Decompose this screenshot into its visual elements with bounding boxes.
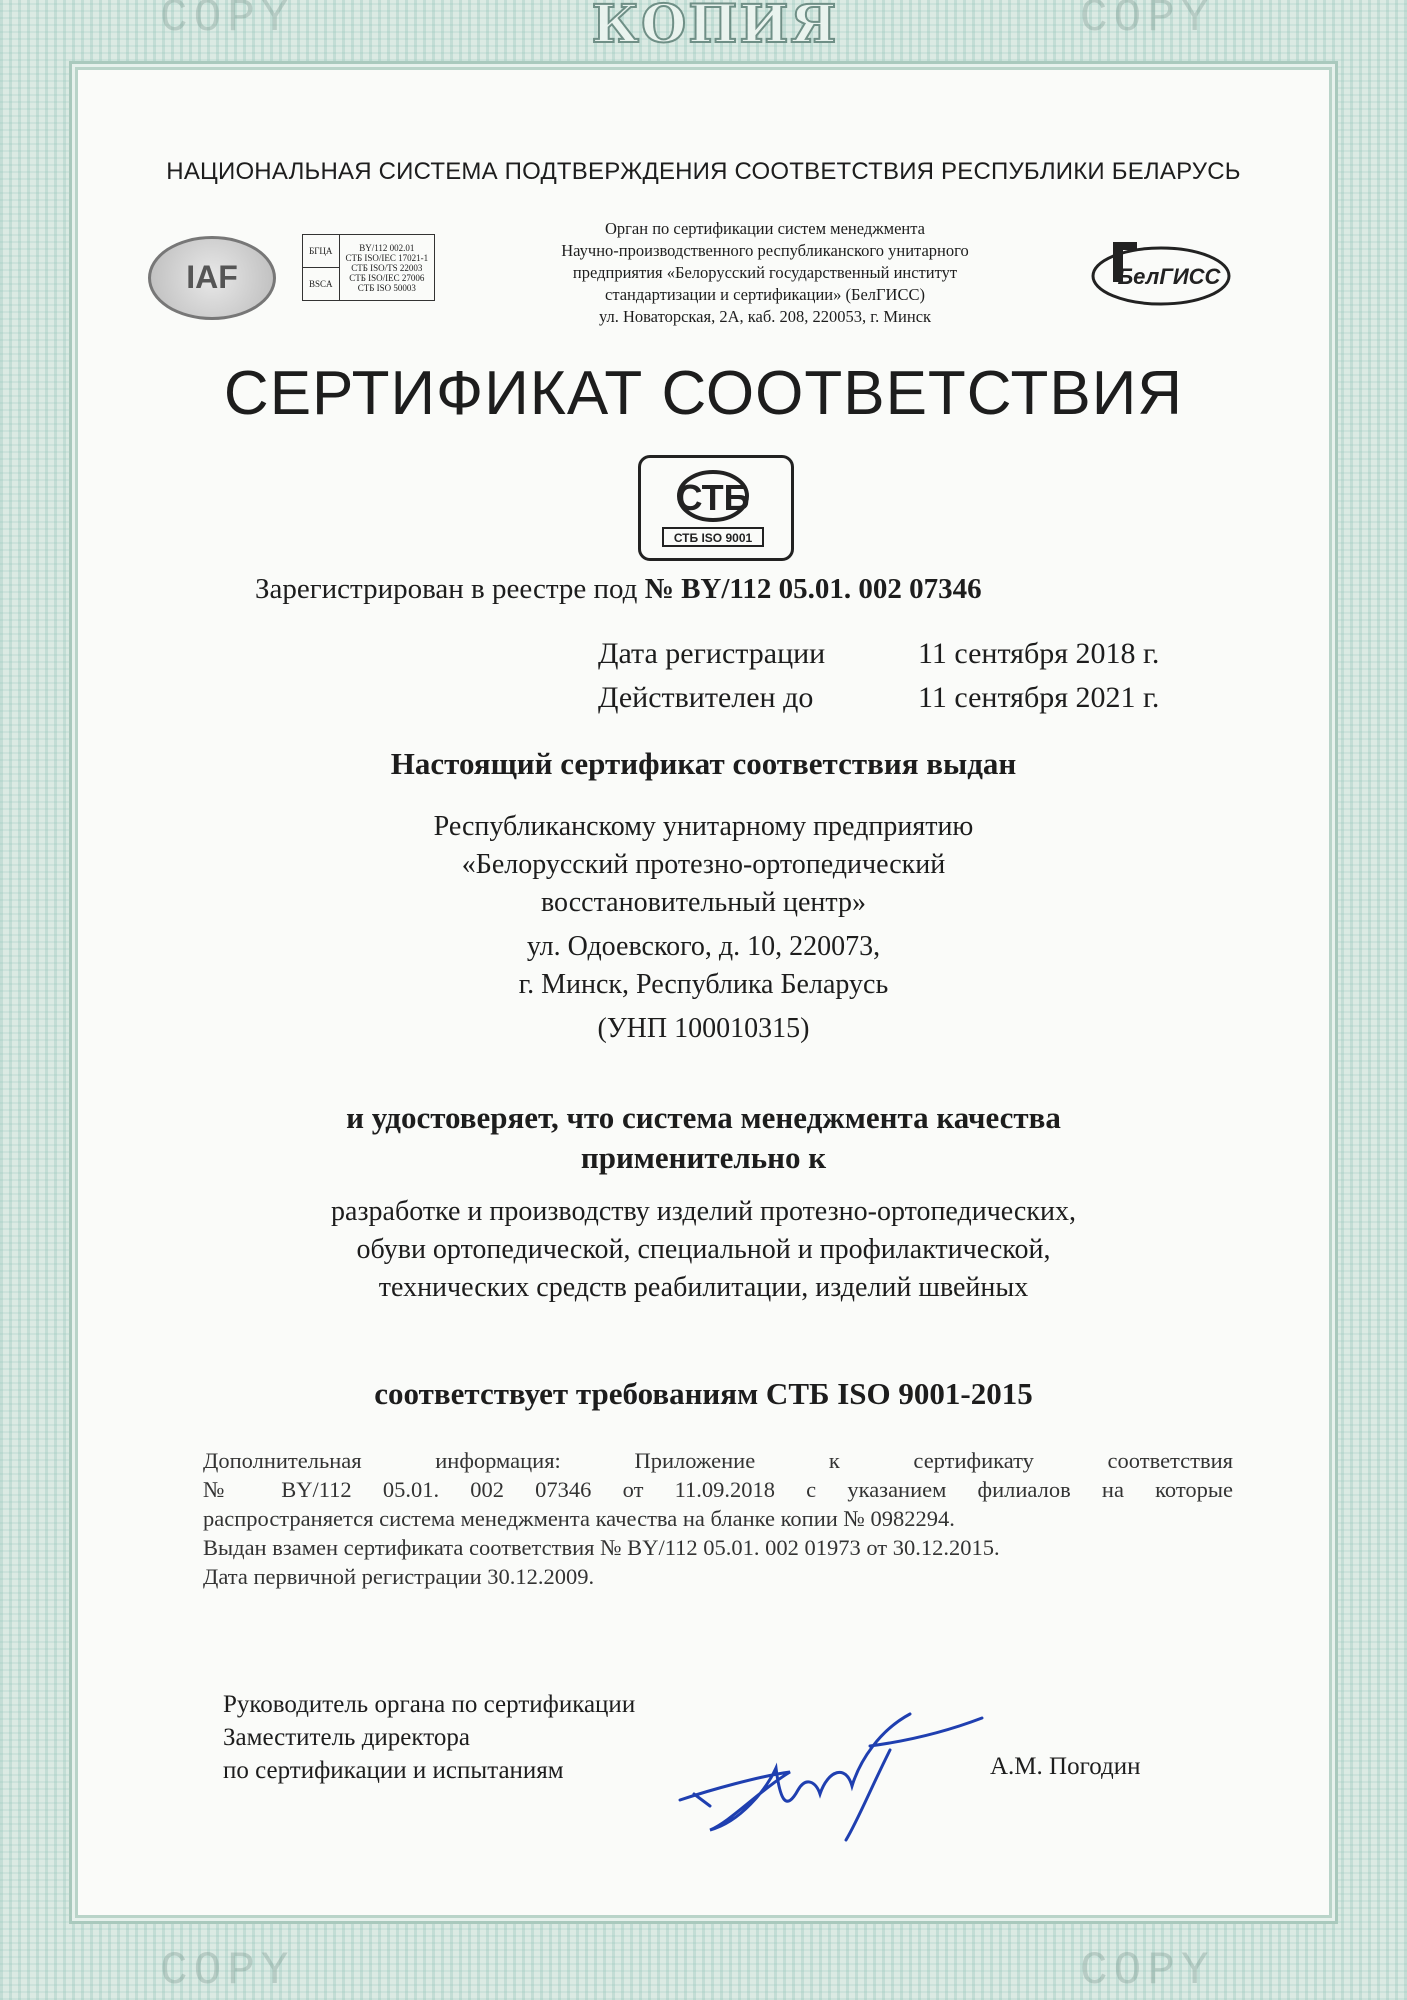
- iaf-logo-text: IAF: [186, 259, 238, 295]
- organ-line: ул. Новаторская, 2А, каб. 208, 220053, г. Минск: [598, 307, 932, 326]
- scope-line: разработке и производству изделий протезно-ортопедических,: [331, 1196, 1076, 1227]
- certificate-title: СЕРТИФИКАТ СООТВЕТСТВИЯ: [223, 359, 1184, 428]
- signatory-position: [223, 1688, 635, 1787]
- conformity-statement: соответствует требованиям СТБ ISO 9001-2015: [374, 1376, 1033, 1411]
- iaf-logo: [148, 236, 276, 320]
- valid-until-label: Действителен до: [598, 681, 814, 714]
- certification-organ: [510, 218, 1020, 328]
- additional-line: Выдан взамен сертификата соответствия № BY/112 05.01. 002 01973 от 30.12.2015.: [203, 1535, 1000, 1560]
- registration-number: № BY/112 05.01. 002 07346: [644, 573, 982, 605]
- date-row: [598, 632, 1159, 676]
- scope-line: технических средств реабилитации, изделий швейных: [378, 1272, 1029, 1303]
- organ-line: Научно-производственного республиканского унитарного: [561, 241, 969, 260]
- copy-watermark: COPY: [160, 0, 295, 44]
- signature-stroke: [680, 1714, 982, 1840]
- stb-iso-mark: [638, 455, 794, 561]
- accreditation-table: [302, 234, 435, 301]
- copy-watermark: COPY: [1080, 0, 1215, 44]
- accreditation-label-bsca: BSCA: [303, 268, 340, 301]
- additional-information: [203, 1446, 1233, 1591]
- additional-line: Дата первичной регистрации 30.12.2009.: [203, 1564, 595, 1589]
- recipient-line: Республиканскому унитарному предприятию: [433, 811, 974, 842]
- copy-watermark: COPY: [160, 1945, 295, 1997]
- stb-mark-caption: СТБ ISO 9001: [673, 531, 753, 545]
- valid-until-value: 11 сентября 2021 г.: [918, 681, 1160, 714]
- additional-line: распространяется система менеджмента качества на бланке копии № 0982294.: [203, 1506, 955, 1531]
- accreditation-line: СТБ ISO 50003: [357, 282, 416, 293]
- signer-name: А.М. Погодин: [990, 1753, 1141, 1780]
- certifies-heading: [100, 1098, 1307, 1178]
- registration-date-label: Дата регистрации: [598, 637, 826, 670]
- additional-line: № BY/112 05.01. 002 07346 от 11.09.2018 с указанием филиалов на которые: [203, 1477, 1233, 1502]
- issued-heading: Настоящий сертификат соответствия выдан: [390, 746, 1017, 781]
- organ-line: Орган по сертификации систем менеджмента: [605, 219, 925, 238]
- belgiss-logo-text: БелГИСС: [1117, 264, 1221, 289]
- scope-text: [100, 1193, 1307, 1307]
- registration-dates: [598, 632, 1159, 720]
- signatory-line: Руководитель органа по сертификации: [223, 1691, 636, 1718]
- handwritten-signature: [670, 1690, 990, 1850]
- recipient-line: «Белорусский протезно-ортопедический: [461, 849, 946, 880]
- registration-date-value: 11 сентября 2018 г.: [918, 637, 1160, 670]
- accreditation-label-bgca: БГЦА: [303, 235, 340, 268]
- recipient-address: ул. Одоевского, д. 10, 220073,: [526, 931, 881, 962]
- certifies-heading-line: применительно к: [580, 1140, 827, 1175]
- signatory-line: по сертификации и испытаниям: [223, 1757, 564, 1784]
- national-system-heading: НАЦИОНАЛЬНАЯ СИСТЕМА ПОДТВЕРЖДЕНИЯ СООТВЕТСТВИЯ РЕСПУБЛИКИ БЕЛАРУСЬ: [166, 158, 1241, 185]
- accreditation-line: СТБ ISO/IEC 27006: [349, 272, 425, 283]
- belgiss-logo: [1083, 236, 1233, 308]
- organ-line: стандартизации и сертификации» (БелГИСС): [605, 285, 925, 304]
- signatory-line: Заместитель директора: [223, 1724, 470, 1751]
- copy-watermark: COPY: [1080, 1945, 1215, 1997]
- issued-recipient: [100, 808, 1307, 1048]
- stb-mark-glyph: СТБ: [676, 477, 750, 518]
- organ-line: предприятия «Белорусский государственный институт: [572, 263, 958, 282]
- accreditation-line: СТБ ISO/IEC 17021-1: [345, 252, 429, 263]
- date-row: [598, 676, 1159, 720]
- accreditation-standards: [339, 235, 435, 301]
- certifies-heading-line: и удостоверяет, что система менеджмента качества: [346, 1100, 1061, 1135]
- kopia-stamp: КОПИЯ: [591, 0, 839, 55]
- recipient-unp: (УНП 100010315): [597, 1013, 810, 1044]
- registration-prefix: Зарегистрирован в реестре под: [255, 573, 645, 605]
- accreditation-line: BY/112 002.01: [359, 242, 415, 253]
- additional-line: Дополнительная информация: Приложение к сертификату соответствия: [203, 1448, 1233, 1473]
- recipient-address: г. Минск, Республика Беларусь: [518, 969, 889, 1000]
- scope-line: обуви ортопедической, специальной и профилактической,: [356, 1234, 1051, 1265]
- recipient-line: восстановительный центр»: [541, 887, 866, 918]
- accreditation-line: СТБ ISO/TS 22003: [351, 262, 423, 273]
- registration-line: [255, 573, 982, 606]
- stb-mark-icon: [641, 458, 785, 552]
